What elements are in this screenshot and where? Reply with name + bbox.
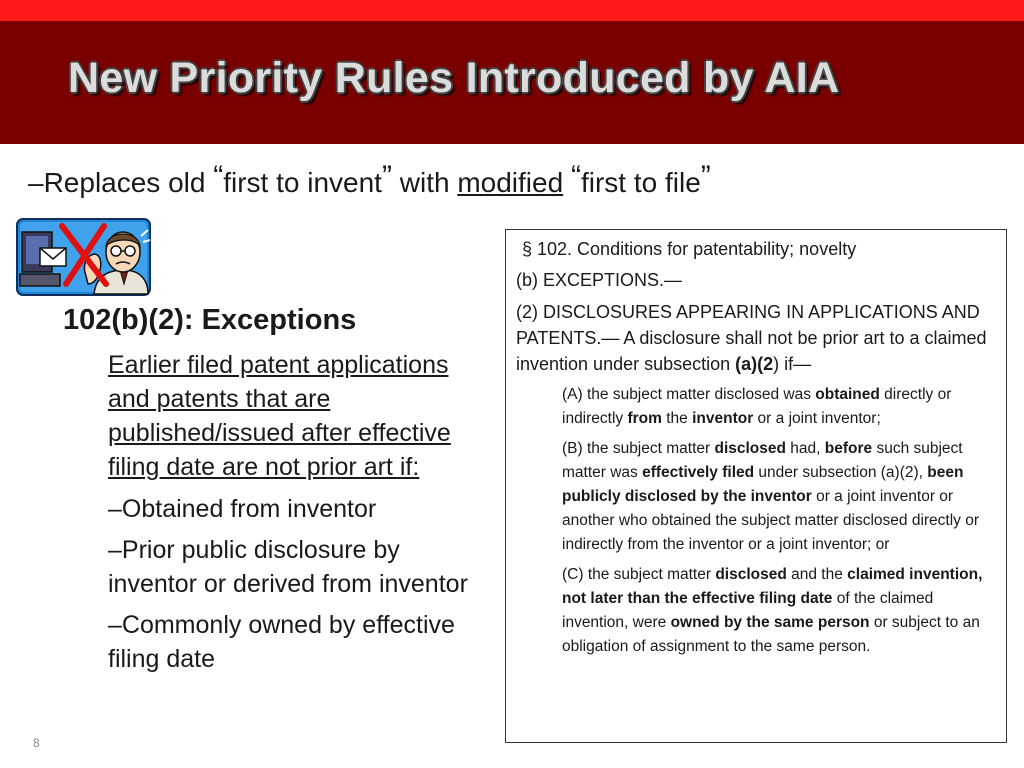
bold-text: effectively filed — [642, 464, 755, 481]
text: (A) the subject matter disclosed was — [562, 386, 816, 403]
statute-paragraph-2 — [516, 299, 996, 377]
subtitle-middle: with — [391, 167, 458, 198]
subtitle-phrase-2: first to file — [580, 167, 701, 198]
open-quote: “ — [213, 160, 224, 193]
exceptions-intro: Earlier filed patent applications and patents that are published/issued after effective filing date are not prior art if: — [108, 351, 451, 481]
bold-text: disclosed — [714, 440, 786, 457]
bold-text: obtained — [815, 386, 880, 403]
statute-clause-b — [562, 437, 996, 557]
bold-text: owned by the same person — [670, 614, 870, 631]
bold-text: claimed invention, not later than the effective filing date — [562, 566, 983, 607]
bold-text: inventor — [692, 410, 754, 427]
close-quote: ” — [700, 160, 711, 193]
bold-text: from — [627, 410, 662, 427]
open-quote: “ — [570, 160, 581, 193]
text: (2) DISCLOSURES APPEARING IN APPLICATIONS AND PATENTS.— A disclosure shall not be prior art to a claimed invention under subsection — [516, 302, 987, 374]
subtitle-space — [563, 167, 571, 198]
list-item: –Obtained from inventor — [108, 495, 377, 523]
subtitle-underlined: modified — [457, 167, 564, 198]
text: (C) the subject matter — [562, 566, 716, 583]
text: (B) the subject matter — [562, 440, 715, 457]
bullet-list — [108, 492, 488, 683]
section-heading: 102(b)(2): Exceptions — [63, 304, 357, 336]
slide-title: New Priority Rules Introduced by AIA — [68, 54, 840, 102]
text: and the — [786, 566, 848, 583]
text: directly or indirectly — [562, 386, 952, 427]
subtitle-phrase-1: first to invent — [223, 167, 382, 198]
text: such subject matter was — [562, 440, 963, 481]
person-rejecting-mail-computer-icon — [16, 218, 151, 296]
page-number: 8 — [33, 736, 40, 750]
text: or a joint inventor; — [753, 410, 881, 427]
bold-text: (a)(2 — [735, 354, 774, 374]
bold-text: been publicly disclosed by the inventor — [562, 464, 964, 505]
subtitle-prefix: –Replaces old — [28, 167, 214, 198]
statute-exceptions: (b) EXCEPTIONS.— — [516, 270, 683, 290]
close-quote: ” — [381, 160, 392, 193]
bold-text: before — [824, 440, 873, 457]
list-item: –Commonly owned by effective filing date — [108, 611, 455, 673]
text: ) if— — [773, 354, 812, 374]
text: had, — [785, 440, 825, 457]
text: the — [661, 410, 693, 427]
subtitle — [28, 160, 711, 199]
statute-clause-a — [562, 383, 996, 431]
text: of the claimed invention, were — [562, 590, 934, 631]
statute-clause-c — [562, 563, 996, 659]
bold-text: disclosed — [715, 566, 787, 583]
text: or a joint inventor or another who obtained the subject matter disclosed directly or indirectly from the inventor or a joint inventor; or — [562, 488, 980, 553]
text: or subject to an obligation of assignment to the same person. — [562, 614, 980, 655]
top-stripe — [0, 0, 1024, 21]
text: under subsection (a)(2), — [754, 464, 928, 481]
statute-section: § 102. Conditions for patentability; novelty — [522, 239, 857, 259]
statute-text-box — [505, 229, 1007, 743]
list-item: –Prior public disclosure by inventor or derived from inventor — [108, 536, 468, 598]
